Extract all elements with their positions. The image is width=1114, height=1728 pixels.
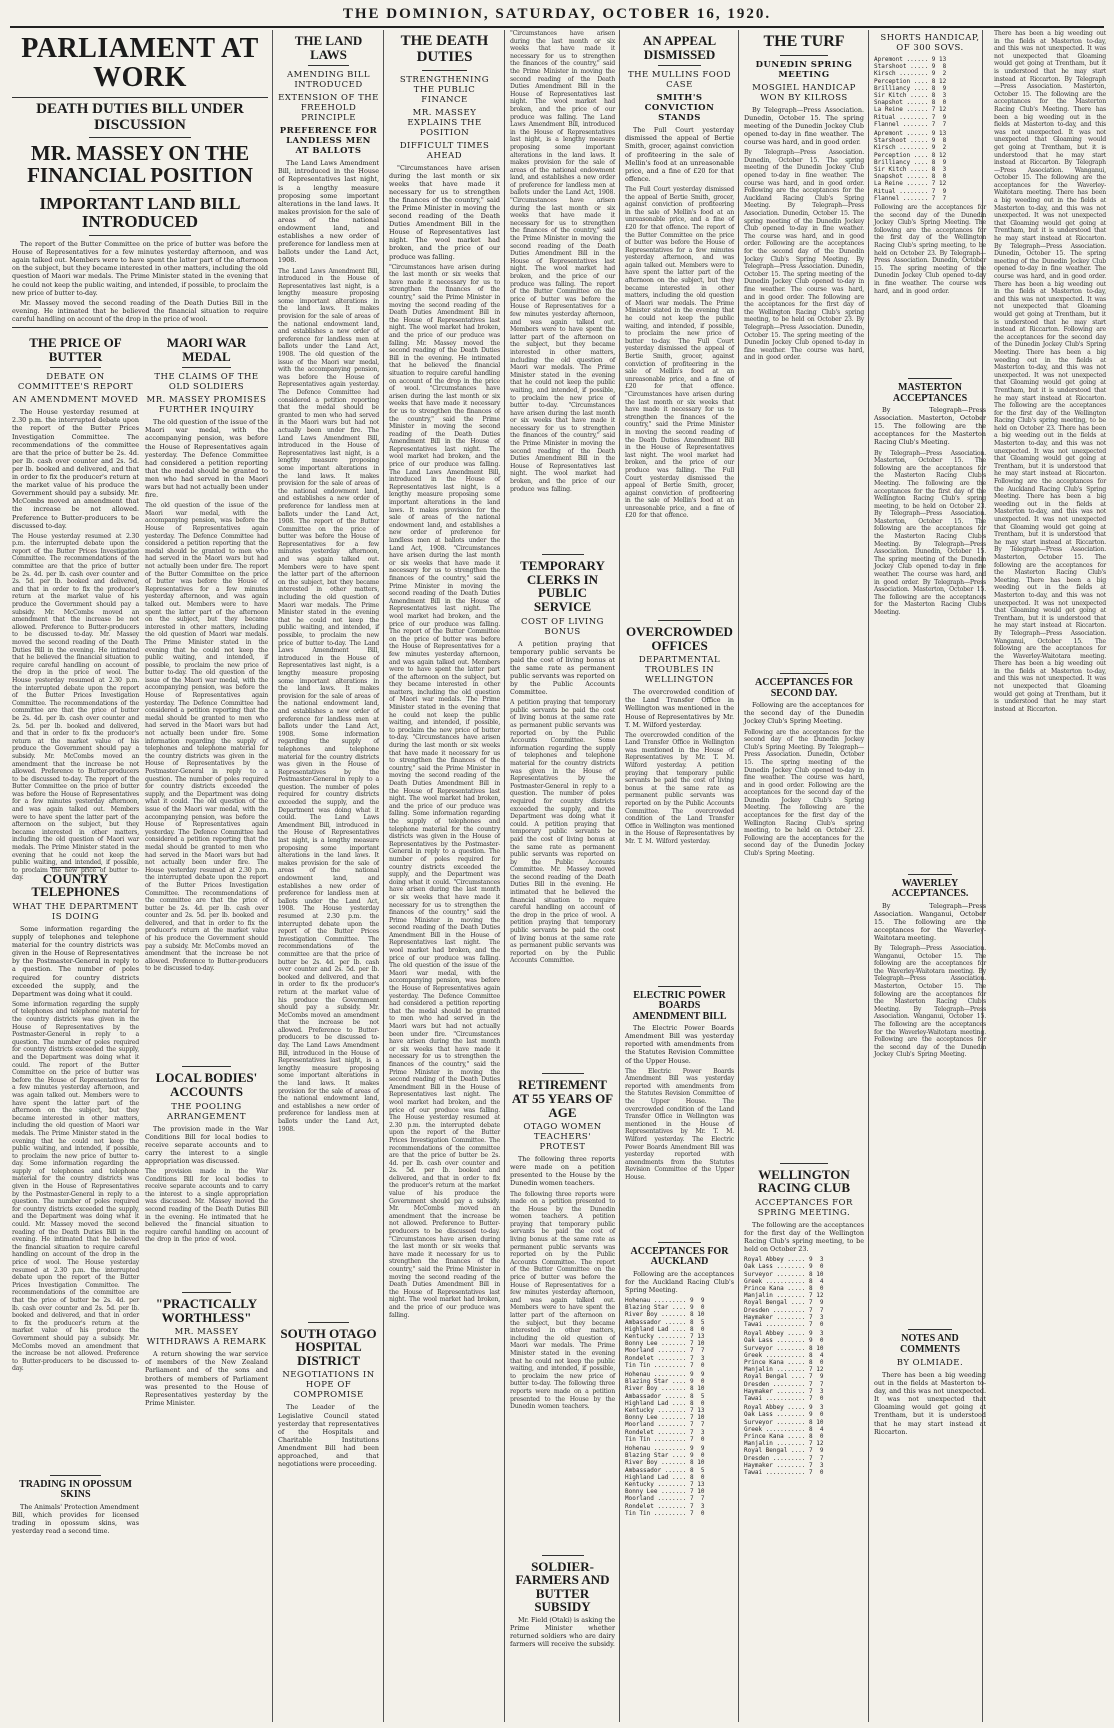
rule	[780, 673, 828, 674]
telephones-body-continued: Some information regarding the supply of telephones and telephone material for the country districts was given in the House of Representatives by the Postmaster-General in reply to a question. The number of poles required for country districts exceeded the supply, and the Department was doing what it could. The report of the Butter Committee on the price of butter was before the House of Representatives for a few minutes yesterday afternoon, and was again talked out. Members were to have spent the latter part of the afternoon on the subject, but they became interested in other matters, including the old question of Maori war medals. The Prime Minister stated in the evening that he could not keep the public waiting, and intended, if possible, to proclaim the new price of butter to-day. Some information regarding the supply of telephones and telephone material for the country districts was given in the House of Representatives by the Postmaster-General in reply to a question. The number of poles required for country districts exceeded the supply, and the Department was doing what it could. Mr. Massey moved the second reading of the Death Duties Bill in the evening. He intimated that he believed the financial situation to require careful handling on account of the drop in the price of wool. The House yesterday resumed at 2.30 p.m. the interrupted debate upon the report of the Butter Prices Investigation Committee. The recommendations of the committee are that the price of butter be 2s. 4d. per lb. cash over counter and 2s. 5d. per lb. booked and delivered, and that in order to fix the producer's return at the market value of his produce the Government should pay a subsidy. Mr. McCombs moved an amendment that the increase be not allowed. Preference to Butter-producers to be discussed to-day.	[12, 1000, 139, 1373]
rule	[908, 874, 953, 875]
masthead: THE DOMINION, SATURDAY, OCTOBER 16, 1920.	[342, 6, 772, 22]
racing-right-column: There has been a big weeding out in the fields at Masterton to-day, and this was not unexpected. It was not unexpected that Gloaming would get going at Trentham, but it is understood that he may start instead at Riccarton. By Telegraph—Press Association. Masterton, October 15. The following are the acceptances for the Masterton Racing Club's Meeting. There has been a big weeding out in the fields at Masterton to-day, and this was not unexpected. It was not unexpected that Gloaming would get going at Trentham, but it is understood that he may start instead at Riccarton. By Telegraph—Press Association. Wanganui, October 15. The following are the acceptances for the Waverley-Waitotara meeting. There has been a big weeding out in the fields at Masterton to-day, and this was not unexpected. It was not unexpected that Gloaming would get going at Trentham, but it is understood that he may start instead at Riccarton. By Telegraph—Press Association. Dunedin, October 15. The spring meeting of the Dunedin Jockey Club opened to-day in fine weather. The course was hard, and in good order. There has been a big weeding out in the fields at Masterton to-day, and this was not unexpected. It was not unexpected that Gloaming would get going at Trentham, but it is understood that he may start instead at Riccarton. Following are the acceptances for the second day of the Dunedin Jockey Club's Spring Meeting. There has been a big weeding out in the fields at Masterton to-day, and this was not unexpected. It was not unexpected that Gloaming would get going at Trentham, but it is understood that he may start instead at Riccarton. The following are the acceptances for the first day of the Wellington Racing Club's spring meeting, to be held on October 23. There has been a big weeding out in the fields at Masterton to-day, and this was not unexpected. It was not unexpected that Gloaming would get going at Trentham, but it is understood that he may start instead at Riccarton. Following are the acceptances for the Auckland Racing Club's Spring Meeting. There has been a big weeding out in the fields at Masterton to-day, and this was not unexpected. It was not unexpected that Gloaming would get going at Trentham, but it is understood that he may start instead at Riccarton. By Telegraph—Press Association. Masterton, October 15. The following are the acceptances for the Masterton Racing Club's Meeting. There has been a big weeding out in the fields at Masterton to-day, and this was not unexpected. It was not unexpected that Gloaming would get going at Trentham, but it is understood that he may start instead at Riccarton. By Telegraph—Press Association. Wanganui, October 15. The following are the acceptances for the Waverley-Waitotara meeting. There has been a big weeding out in the fields at Masterton to-day, and this was not unexpected. It was not unexpected that Gloaming would get going at Trentham, but it is understood that he may start instead at Riccarton.	[994, 30, 1107, 713]
column-parliament	[8, 30, 272, 1722]
butter-article	[12, 332, 139, 1538]
land-subhead: AMENDING BILL INTRODUCED	[287, 70, 370, 91]
land-headline: THE LAND LAWS	[294, 33, 363, 62]
land-body: The Land Laws Amendment Bill, introduced in the House of Representatives last night, is a lengthy measure proposing some important alterations in the land laws. It makes provision for the sale of areas of the national endowment land, and establishes a new order of preference for landless men at ballots under the Land Act, 1908.	[278, 159, 379, 265]
offices-subhead: DEPARTMENTAL TROUBLES IN WELLINGTON	[638, 655, 721, 686]
appeal-body: The Full Court yesterday dismissed the appeal of Bertie Smith, grocer, against conviction of profiteering in the sale of Mellin's food at an unreasonable price, and a fine of £20 for that offence.	[625, 126, 734, 183]
offices-body: The overcrowded condition of the Land Transfer Office in Wellington was mentioned in the House of Representatives by Mr. T. M. Wilford yesterday.	[625, 688, 734, 729]
column-divider	[868, 30, 869, 1722]
death-body: "Circumstances have arisen during the last month or six weeks that have made it necessary for us to strengthen the finances of the country," said the Prime Minister in moving the second reading of the Death Duties Amendment Bill in the House of Representatives last night. The wool market had broken, and the price of our produce was falling.	[389, 163, 500, 261]
main-headline: PARLIAMENT AT WORK	[21, 33, 259, 94]
column-public-service	[506, 30, 619, 1722]
shorts-list: Apremont ...... 9 13 Starshoot ..... 9 8 Kirsch ........ 9 2 Perception .... 8 12 Brilliancy .... 8 9 Sir Kitch ..... 8 3 Snapshot ...... 8 0 La Reine ...... 7 12 Ritual ........ 7 9 Flannel ....... 7 7	[874, 56, 947, 128]
retirement-subhead: OTAGO WOMEN TEACHERS' PROTEST	[523, 1122, 602, 1153]
rule	[12, 327, 268, 328]
butter-headline: THE PRICE OF BUTTER	[29, 335, 122, 364]
auckland-body: Following are the acceptances for the Auckland Racing Club's Spring Meeting.	[625, 1269, 734, 1294]
rule	[422, 70, 466, 71]
wrc-list-2: Royal Abbey ..... 9 3 Oak Lass ........ 9 0 Surveyor ........ 8 10 Greek ........... 8 4 Prince Kana ..... 8 0 Manjalin ........ 7 12 Royal Bengal .... 7 9 Dresden ......... 7 7 Haymaker ........ 7 3 Tawai ........... 7 0	[744, 1330, 824, 1403]
rule	[89, 137, 191, 138]
rule	[658, 620, 702, 621]
worthless-subhead: MR. MASSEY WITHDRAWS A REMARK	[146, 1327, 267, 1348]
turf-subhead-2: MOSGIEL HANDICAP WON BY KILROSS	[752, 82, 856, 103]
auckland-list-2: Hohenau ......... 9 9 Blazing Star .... 9 0 River Boy ....... 8 10 Ambassador ...... 8 5 Highland Lad .... 8 0 Kentucky ........ 7 13 Bonny Lee ....... 7 10 Moorland ........ 7 7 Rondelet ........ 7 3 Tin Tin ......... 7 0	[625, 1370, 705, 1443]
turf-body: By Telegraph—Press Association. Dunedin, October 15. The spring meeting of the Dunedin Jockey Club opened to-day in fine weather. The course was hard, and in good order.	[744, 105, 864, 147]
land-body-continued: The Land Laws Amendment Bill, introduced in the House of Representatives last night, is a lengthy measure proposing some important alterations in the land laws. It makes provision for the sale of areas of the national endowment land, and establishes a new order of preference for landless men at ballots under the Land Act, 1908. The old question of the issue of the Maori war medal, with the accompanying pension, was before the House of Representatives again yesterday. The Defence Committee had considered a petition reporting that the medal should be granted to men who had served in the Maori wars but had not actually been under fire. The Land Laws Amendment Bill, introduced in the House of Representatives last night, is a lengthy measure proposing some important alterations in the land laws. It makes provision for the sale of areas of the national endowment land, and establishes a new order of preference for landless men at ballots under the Land Act, 1908. The report of the Butter Committee on the price of butter was before the House of Representatives for a few minutes yesterday afternoon, and was again talked out. Members were to have spent the latter part of the afternoon on the subject, but they became interested in other matters, including the old question of Maori war medals. The Prime Minister stated in the evening that he could not keep the public waiting, and intended, if possible, to proclaim the new price of butter to-day. The Land Laws Amendment Bill, introduced in the House of Representatives last night, is a lengthy measure proposing some important alterations in the land laws. It makes provision for the sale of areas of the national endowment land, and establishes a new order of preference for landless men at ballots under the Land Act, 1908. Some information regarding the supply of telephones and telephone material for the country districts was given in the House of Representatives by the Postmaster-General in reply to a question. The number of poles required for country districts exceeded the supply, and the Department was doing what it could. The Land Laws Amendment Bill, introduced in the House of Representatives last night, is a lengthy measure proposing some important alterations in the land laws. It makes provision for the sale of areas of the national endowment land, and establishes a new order of preference for landless men at ballots under the Land Act, 1908. The House yesterday resumed at 2.30 p.m. the interrupted debate upon the report of the Butter Prices Investigation Committee. The recommendations of the committee are that the price of butter be 2s. 4d. per lb. cash over counter and 2s. 5d. per lb. booked and delivered, and that in order to fix the producer's return at the market value of his produce the Government should pay a subsidy. Mr. McCombs moved an amendment that the increase be not allowed. Preference to Butter-producers to be discussed to-day. The Land Laws Amendment Bill, introduced in the House of Representatives last night, is a lengthy measure proposing some important alterations in the land laws. It makes provision for the sale of areas of the national endowment land, and establishes a new order of preference for landless men at ballots under the Land Act, 1908.	[278, 267, 379, 1133]
opossum-headline: TRADING IN OPOSSUM SKINS	[19, 1478, 132, 1501]
hospital-headline: SOUTH OTAGO HOSPITAL DISTRICT	[280, 1325, 377, 1368]
power-boards-body: The Electric Power Boards Amendment Bill was yesterday reported with amendments from the Statutes Revision Committee of the Upper House.	[625, 1024, 734, 1065]
wrc-headline: WELLINGTON RACING CLUB	[757, 1166, 851, 1196]
rule	[658, 1242, 702, 1243]
shorts-subhead: SHORTS HANDICAP, OF 300 SOVS.	[880, 33, 980, 53]
turf-subhead: DUNEDIN SPRING MEETING	[755, 59, 853, 80]
masterton-headline: MASTERTON ACCEPTANCES	[892, 382, 968, 404]
butter-subhead: DEBATE ON COMMITTEE'S REPORT	[17, 372, 134, 393]
death-subhead-3: DIFFICULT TIMES AHEAD	[399, 140, 490, 161]
telephones-body: Some information regarding the supply of telephones and telephone material for the country districts was given in the House of Representatives by the Postmaster-General in reply to a question. The number of poles required for country districts exceeded the supply, and the Department was doing what it could.	[12, 924, 139, 998]
auckland-headline: ACCEPTANCES FOR AUCKLAND	[630, 1245, 729, 1268]
retirement-continued: The following three reports were made on a petition presented to the House by the Dunedin women teachers. A petition praying that temporary public servants be paid the cost of living bonus at the same rate as permanent public servants was reported on by the Public Accounts Committee. The report of the Butter Committee on the price of butter was before the House of Representatives for a few minutes yesterday afternoon, and was again talked out. Members were to have spent the latter part of the afternoon on the subject, but they became interested in other matters, including the old question of Maori war medals. The Prime Minister stated in the evening that he could not keep the public waiting, and intended, if possible, to proclaim the new price of butter to-day. The following three reports were made on a petition presented to the House by the Dunedin women teachers.	[510, 1190, 615, 1411]
rule	[542, 1073, 584, 1074]
local-bodies-headline: LOCAL BODIES' ACCOUNTS	[155, 1070, 258, 1099]
appeal-subhead-2: SMITH'S CONVICTION STANDS	[644, 93, 715, 124]
rule	[50, 1475, 101, 1476]
retirement-body: The following three reports were made on a petition presented to the House by the Dunedin women teachers.	[510, 1155, 615, 1188]
auckland-list: Hohenau ......... 9 9 Blazing Star .... 9 0 River Boy ....... 8 10 Ambassador ...... 8 5 Highland Lad .... 8 0 Kentucky ........ 7 13 Bonny Lee ....... 7 10 Moorland ........ 7 7 Rondelet ........ 7 3 Tin Tin ......... 7 0	[625, 1296, 705, 1369]
second-day-body: Following are the acceptances for the second day of the Dunedin Jockey Club's Spring Meeting.	[744, 701, 864, 726]
offices-headline: OVERCROWDED OFFICES	[626, 623, 733, 653]
power-boards-continued: The Electric Power Boards Amendment Bill was yesterday reported with amendments from the Statutes Revision Committee of the Upper House. The overcrowded condition of the Land Transfer Office in Wellington was mentioned in the House of Representatives by Mr. T. M. Wilford yesterday. The Electric Power Boards Amendment Bill was yesterday reported with amendments from the Statutes Revision Committee of the Upper House.	[625, 1067, 734, 1181]
rule	[89, 190, 191, 191]
land-subhead-3: PREFERENCE FOR LANDLESS MEN AT BALLOTS	[279, 126, 378, 157]
butter-body: The House yesterday resumed at 2.30 p.m. the interrupted debate upon the report of the Butter Prices Investigation Committee. The recommendations of the committee are that the price of butter be 2s. 4d. per lb. cash over counter and 2s. 5d. per lb. booked and delivered, and that in order to fix the producer's return at the market value of his produce the Government should pay a subsidy. Mr. McCombs moved an amendment that the increase be not allowed. Preference to Butter-producers to be discussed to-day.	[12, 408, 139, 530]
maori-headline: MAORI WAR MEDAL	[166, 335, 247, 364]
deck-death-duties: DEATH DUTIES BILL UNDER DISCUSSION	[36, 100, 244, 133]
column-divider	[504, 30, 505, 1722]
maori-medal-article	[145, 332, 268, 1538]
offices-continued: The overcrowded condition of the Land Transfer Office in Wellington was mentioned in the House of Representatives by Mr. T. M. Wilford yesterday. A petition praying that temporary public servants be paid the cost of living bonus at the same rate as permanent public servants was reported on by the Public Accounts Committee. The overcrowded condition of the Land Transfer Office in Wellington was mentioned in the House of Representatives by Mr. T. M. Wilford yesterday.	[625, 731, 734, 845]
maori-subhead: THE CLAIMS OF THE OLD SOLDIERS	[154, 372, 259, 393]
worthless-headline: "PRACTICALLY WORTHLESS"	[155, 1295, 258, 1325]
lead-paragraph: The report of the Butter Committee on the price of butter was before the House of Representatives for a few minutes yesterday afternoon, and was again talked out. Members were to have spent the latter part of the afternoon on the subject, but they became interested in other matters, including the old question of Maori war medals. The Prime Minister stated in the evening that he could not keep the public waiting, and intended, if possible, to proclaim the new price of butter to-day. Mr. Massey moved the second reading of the Death Duties Bill in the evening. He intimated that he believed the financial situation to require careful handling on account of the drop in the price of wool.	[12, 240, 268, 323]
rule	[12, 97, 268, 98]
worthless-body: A return showing the war service of members of the New Zealand Parliament and of the sons and brothers of members of Parliament was presented to the House of Representatives yesterday by the Prime Minister.	[144, 1350, 268, 1407]
local-bodies-continued: The provision made in the War Conditions Bill for local bodies to receive separate accounts and to carry the interest to a single appropriation was discussed. Mr. Massey moved the second reading of the Death Duties Bill in the evening. He intimated that he believed the financial situation to require careful handling on account of the drop in the price of wool.	[144, 1167, 268, 1244]
wrc-subhead: ACCEPTANCES FOR SPRING MEETING.	[755, 1197, 853, 1218]
maori-body: The old question of the issue of the Maori war medal, with the accompanying pension, was before the House of Representatives again yesterday. The Defence Committee had considered a petition reporting that the medal should be granted to men who had served in the Maori wars but had not actually been under fire.	[144, 418, 268, 500]
temp-clerks-continued: A petition praying that temporary public servants be paid the cost of living bonus at the same rate as permanent public servants was reported on by the Public Accounts Committee. Some information regarding the supply of telephones and telephone material for the country districts was given in the House of Representatives by the Postmaster-General in reply to a question. The number of poles required for country districts exceeded the supply, and the Department was doing what it could. A petition praying that temporary public servants be paid the cost of living bonus at the same rate as permanent public servants was reported on by the Public Accounts Committee. Mr. Massey moved the second reading of the Death Duties Bill in the evening. He intimated that he believed the financial situation to require careful handling on account of the drop in the price of wool. A petition praying that temporary public servants be paid the cost of living bonus at the same rate as permanent public servants was reported on by the Public Accounts Committee.	[510, 699, 615, 965]
wrc-list-3: Royal Abbey ..... 9 3 Oak Lass ........ 9 0 Surveyor ........ 8 10 Greek ........... 8 4 Prince Kana ..... 8 0 Manjalin ........ 7 12 Royal Bengal .... 7 9 Dresden ......... 7 7 Haymaker ........ 7 3 Tawai ........... 7 0	[744, 1404, 824, 1477]
rule	[89, 235, 191, 236]
power-boards-headline: ELECTRIC POWER BOARDS AMENDMENT BILL	[632, 989, 727, 1022]
column-land-laws	[274, 30, 383, 1722]
masterton-body: By Telegraph—Press Association. Masterton, October 15. The following are the acceptances for the Masterton Racing Club's Meeting.	[874, 406, 986, 447]
masterton-list: By Telegraph—Press Association. Masterton, October 15. The following are the acceptances for the Masterton Racing Club's Meeting. The following are the acceptances for the first day of the Wellington Racing Club's spring meeting, to be held on October 23. By Telegraph—Press Association. Masterton, October 15. The following are the acceptances for the Masterton Racing Club's Meeting. By Telegraph—Press Association. Dunedin, October 15. The spring meeting of the Dunedin Jockey Club opened to-day in fine weather. The course was hard, and in good order. By Telegraph—Press Association. Masterton, October 15. The following are the acceptances for the Masterton Racing Club's Meeting.	[874, 449, 986, 616]
maori-body-continued: The old question of the issue of the Maori war medal, with the accompanying pension, was before the House of Representatives again yesterday. The Defence Committee had considered a petition reporting that the medal should be granted to men who had served in the Maori wars but had not actually been under fire. The report of the Butter Committee on the price of butter was before the House of Representatives for a few minutes yesterday afternoon, and was again talked out. Members were to have spent the latter part of the afternoon on the subject, but they became interested in other matters, including the old question of Maori war medals. The Prime Minister stated in the evening that he could not keep the public waiting, and intended, if possible, to proclaim the new price of butter to-day. The old question of the issue of the Maori war medal, with the accompanying pension, was before the House of Representatives again yesterday. The Defence Committee had considered a petition reporting that the medal should be granted to men who had served in the Maori wars but had not actually been under fire. Some information regarding the supply of telephones and telephone material for the country districts was given in the House of Representatives by the Postmaster-General in reply to a question. The number of poles required for country districts exceeded the supply, and the Department was doing what it could. The old question of the issue of the Maori war medal, with the accompanying pension, was before the House of Representatives again yesterday. The Defence Committee had considered a petition reporting that the medal should be granted to men who had served in the Maori wars but had not actually been under fire. The House yesterday resumed at 2.30 p.m. the interrupted debate upon the report of the Butter Prices Investigation Committee. The recommendations of the committee are that the price of butter be 2s. 4d. per lb. cash over counter and 2s. 5d. per lb. booked and delivered, and that in order to fix the producer's return at the market value of his produce the Government should pay a subsidy. Mr. McCombs moved an amendment that the increase be not allowed. Preference to Butter-producers to be discussed to-day.	[144, 502, 268, 973]
rule	[658, 65, 702, 66]
soldier-farmers-body: Mr. Field (Otaki) is asking the Prime Minister whether returned soldiers who are dairy farmers will receive the subsidy.	[510, 1616, 616, 1649]
hospital-subhead: NEGOTIATIONS IN HOPE OF COMPROMISE	[282, 1370, 375, 1401]
retirement-headline: RETIREMENT AT 55 YEARS OF AGE	[511, 1077, 614, 1120]
waverley-list: By Telegraph—Press Association. Wanganui, October 15. The following are the acceptances for the Waverley-Waitotara meeting. By Telegraph—Press Association. Masterton, October 15. The following are the acceptances for the Masterton Racing Club's Meeting. By Telegraph—Press Association. Wanganui, October 15. The following are the acceptances for the Waverley-Waitotara meeting. Following are the acceptances for the second day of the Dunedin Jockey Club's Spring Meeting.	[874, 945, 986, 1059]
column-appeal	[621, 30, 738, 1722]
death-subhead: STRENGTHENING THE PUBLIC FINANCE	[399, 74, 490, 105]
turf-headline: THE TURF	[763, 33, 845, 50]
wrc-body: The following are the acceptances for the first day of the Wellington Racing Club's spring meeting, to be held on October 23.	[744, 1220, 864, 1254]
waverley-headline: WAVERLEY ACCEPTANCES.	[891, 877, 969, 900]
temp-clerks-subhead: COST OF LIVING BONUS	[521, 616, 604, 637]
rule	[780, 1163, 828, 1164]
butter-subhead-2: AN AMENDMENT MOVED	[12, 395, 139, 406]
column-divider	[738, 30, 739, 1722]
appeal-subhead: THE MULLINS FOOD CASE	[627, 70, 732, 91]
masthead-rule	[10, 26, 1104, 28]
second-day-list: Following are the acceptances for the second day of the Dunedin Jockey Club's Spring Meeting. By Telegraph—Press Association. Dunedin, October 15. The spring meeting of the Dunedin Jockey Club opened to-day in fine weather. The course was hard, and in good order. Following are the acceptances for the second day of the Dunedin Jockey Club's Spring Meeting. The following are the acceptances for the first day of the Wellington Racing Club's spring meeting, to be held on October 23. Following are the acceptances for the second day of the Dunedin Jockey Club's Spring Meeting.	[744, 728, 864, 858]
death-body-continued: "Circumstances have arisen during the last month or six weeks that have made it necessary for us to strengthen the finances of the country," said the Prime Minister in moving the second reading of the Death Duties Amendment Bill in the House of Representatives last night. The wool market had broken, and the price of our produce was falling. Mr. Massey moved the second reading of the Death Duties Bill in the evening. He intimated that he believed the financial situation to require careful handling on account of the drop in the price of wool. "Circumstances have arisen during the last month or six weeks that have made it necessary for us to strengthen the finances of the country," said the Prime Minister in moving the second reading of the Death Duties Amendment Bill in the House of Representatives last night. The wool market had broken, and the price of our produce was falling. The Land Laws Amendment Bill, introduced in the House of Representatives last night, is a lengthy measure proposing some important alterations in the land laws. It makes provision for the sale of areas of the national endowment land, and establishes a new order of preference for landless men at ballots under the Land Act, 1908. "Circumstances have arisen during the last month or six weeks that have made it necessary for us to strengthen the finances of the country," said the Prime Minister in moving the second reading of the Death Duties Amendment Bill in the House of Representatives last night. The wool market had broken, and the price of our produce was falling. The report of the Butter Committee on the price of butter was before the House of Representatives for a few minutes yesterday afternoon, and was again talked out. Members were to have spent the latter part of the afternoon on the subject, but they became interested in other matters, including the old question of Maori war medals. The Prime Minister stated in the evening that he could not keep the public waiting, and intended, if possible, to proclaim the new price of butter to-day. "Circumstances have arisen during the last month or six weeks that have made it necessary for us to strengthen the finances of the country," said the Prime Minister in moving the second reading of the Death Duties Amendment Bill in the House of Representatives last night. The wool market had broken, and the price of our produce was falling. Some information regarding the supply of telephones and telephone material for the country districts was given in the House of Representatives by the Postmaster-General in reply to a question. The number of poles required for country districts exceeded the supply, and the Department was doing what it could. "Circumstances have arisen during the last month or six weeks that have made it necessary for us to strengthen the finances of the country," said the Prime Minister in moving the second reading of the Death Duties Amendment Bill in the House of Representatives last night. The wool market had broken, and the price of our produce was falling. The old question of the issue of the Maori war medal, with the accompanying pension, was before the House of Representatives again yesterday. The Defence Committee had considered a petition reporting that the medal should be granted to men who had served in the Maori wars but had not actually been under fire. "Circumstances have arisen during the last month or six weeks that have made it necessary for us to strengthen the finances of the country," said the Prime Minister in moving the second reading of the Death Duties Amendment Bill in the House of Representatives last night. The wool market had broken, and the price of our produce was falling. The House yesterday resumed at 2.30 p.m. the interrupted debate upon the report of the Butter Prices Investigation Committee. The recommendations of the committee are that the price of butter be 2s. 4d. per lb. cash over counter and 2s. 5d. per lb. booked and delivered, and that in order to fix the producer's return at the market value of his produce the Government should pay a subsidy. Mr. McCombs moved an amendment that the increase be not allowed. Preference to Butter-producers to be discussed to-day. "Circumstances have arisen during the last month or six weeks that have made it necessary for us to strengthen the finances of the country," said the Prime Minister in moving the second reading of the Death Duties Amendment Bill in the House of Representatives last night. The wool market had broken, and the price of our produce was falling.	[389, 263, 500, 1319]
rule	[542, 554, 584, 555]
opossum-body: The Animals' Protection Amendment Bill, which provides for licensed trading in opossum skins, was yesterday read a second time.	[12, 1502, 139, 1536]
column-divider	[619, 30, 620, 1722]
local-bodies-subhead: THE POOLING ARRANGEMENT	[166, 1101, 246, 1122]
telephones-headline: COUNTRY TELEPHONES	[31, 870, 120, 900]
temp-clerks-headline: TEMPORARY CLERKS IN PUBLIC SERVICE	[520, 558, 605, 614]
rule	[308, 65, 348, 66]
local-bodies-body: The provision made in the War Conditions Bill for local bodies to receive separate accounts and to carry the interest to a single appropriation was discussed.	[144, 1124, 268, 1165]
rule	[182, 1066, 231, 1067]
rule	[780, 55, 828, 56]
notes-byline: BY OLMIADE.	[896, 1358, 964, 1368]
rule	[908, 378, 953, 379]
column-death-duties	[385, 30, 504, 1722]
rule	[658, 986, 702, 987]
second-day-headline: ACCEPTANCES FOR SECOND DAY.	[755, 677, 853, 699]
appeal-headline: AN APPEAL DISMISSED	[642, 33, 717, 62]
auckland-list-3: Hohenau ......... 9 9 Blazing Star .... 9 0 River Boy ....... 8 10 Ambassador ...... 8 5 Highland Lad .... 8 0 Kentucky ........ 7 13 Bonny Lee ....... 7 10 Moorland ........ 7 7 Rondelet ........ 7 3 Tin Tin ......... 7 0	[625, 1445, 705, 1517]
deck-land-bill: IMPORTANT LAND BILL INTRODUCED	[39, 194, 241, 232]
maori-subhead-2: MR. MASSEY PROMISES FURTHER INQUIRY	[146, 395, 267, 416]
soldier-farmers-headline: SOLDIER-FARMERS AND BUTTER SUBSIDY	[515, 1558, 610, 1615]
notes-body: There has been a big weeding out in the fields at Masterton to-day, and this was not unexpected. It was not unexpected that Gloaming would get going at Trentham, but it is understood that he may start instead at Riccarton.	[874, 1371, 986, 1436]
rule	[542, 1555, 584, 1556]
land-subhead-2: EXTENSION OF THE FREEHOLD PRINCIPLE	[278, 93, 379, 124]
turf-results: By Telegraph—Press Association. Dunedin, October 15. The spring meeting of the Dunedin Jockey Club opened to-day in fine weather. The course was hard, and in good order. Following are the acceptances for the Auckland Racing Club's Spring Meeting. By Telegraph—Press Association. Dunedin, October 15. The spring meeting of the Dunedin Jockey Club opened to-day in fine weather. The course was hard, and in good order. Following are the acceptances for the second day of the Dunedin Jockey Club's Spring Meeting. By Telegraph—Press Association. Dunedin, October 15. The spring meeting of the Dunedin Jockey Club opened to-day in fine weather. The course was hard, and in good order. The following are the acceptances for the first day of the Wellington Racing Club's spring meeting, to be held on October 23. By Telegraph—Press Association. Dunedin, October 15. The spring meeting of the Dunedin Jockey Club opened to-day in fine weather. The course was hard, and in good order.	[744, 149, 864, 362]
telephones-subhead: WHAT THE DEPARTMENT IS DOING	[12, 901, 139, 922]
wrc-list: Royal Abbey ..... 9 3 Oak Lass ........ 9 0 Surveyor ........ 8 10 Greek ........... 8 4 Prince Kana ..... 8 0 Manjalin ........ 7 12 Royal Bengal .... 7 9 Dresden ......... 7 7 Haymaker ........ 7 3 Tawai ........... 7 0	[744, 1256, 824, 1329]
death-subhead-2: MR. MASSEY EXPLAINS THE POSITION	[407, 107, 482, 138]
waverley-body: By Telegraph—Press Association. Wanganui, October 15. The following are the acceptances for the Waverley-Waitotara meeting.	[874, 901, 986, 942]
notes-headline: NOTES AND COMMENTS	[900, 1333, 960, 1355]
rule	[308, 1322, 348, 1323]
deck-massey: MR. MASSEY ON THE FINANCIAL POSITION	[27, 141, 253, 188]
column-turf	[740, 30, 868, 1722]
column-divider	[272, 30, 273, 1722]
racing-right	[994, 30, 1106, 1720]
rule	[182, 367, 231, 368]
shorts-continued: Following are the acceptances for the second day of the Dunedin Jockey Club's Spring Meeting. The following are the acceptances for the first day of the Wellington Racing Club's spring meeting, to be held on October 23. By Telegraph—Press Association. Dunedin, October 15. The spring meeting of the Dunedin Jockey Club opened to-day in fine weather. The course was hard, and in good order.	[874, 204, 986, 295]
racing-left	[874, 30, 986, 1439]
temp-clerks-body: A petition praying that temporary public servants be paid the cost of living bonus at the same rate as permanent public servants was reported on by the Public Accounts Committee.	[510, 639, 615, 697]
column-racing	[870, 30, 1110, 1722]
rule	[908, 1329, 953, 1330]
hospital-body: The Leader of the Legislative Council stated yesterday that representatives of the Hospitals and Charitable Institutions Amendment Bill had been approached, and that negotiations were proceeding.	[278, 1403, 379, 1469]
death-duties-continued: "Circumstances have arisen during the last month or six weeks that have made it necessary for us to strengthen the finances of the country," said the Prime Minister in moving the second reading of the Death Duties Amendment Bill in the House of Representatives last night. The wool market had broken, and the price of our produce was falling. The Land Laws Amendment Bill, introduced in the House of Representatives last night, is a lengthy measure proposing some important alterations in the land laws. It makes provision for the sale of areas of the national endowment land, and establishes a new order of preference for landless men at ballots under the Land Act, 1908. "Circumstances have arisen during the last month or six weeks that have made it necessary for us to strengthen the finances of the country," said the Prime Minister in moving the second reading of the Death Duties Amendment Bill in the House of Representatives last night. The wool market had broken, and the price of our produce was falling. The report of the Butter Committee on the price of butter was before the House of Representatives for a few minutes yesterday afternoon, and was again talked out. Members were to have spent the latter part of the afternoon on the subject, but they became interested in other matters, including the old question of Maori war medals. The Prime Minister stated in the evening that he could not keep the public waiting, and intended, if possible, to proclaim the new price of butter to-day. "Circumstances have arisen during the last month or six weeks that have made it necessary for us to strengthen the finances of the country," said the Prime Minister in moving the second reading of the Death Duties Amendment Bill in the House of Representatives last night. The wool market had broken, and the price of our produce was falling.	[510, 30, 615, 493]
column-divider	[383, 30, 384, 1722]
rule	[50, 367, 101, 368]
appeal-body-continued: The Full Court yesterday dismissed the appeal of Bertie Smith, grocer, against conviction of profiteering in the sale of Mellin's food at an unreasonable price, and a fine of £20 for that offence. The report of the Butter Committee on the price of butter was before the House of Representatives for a few minutes yesterday afternoon, and was again talked out. Members were to have spent the latter part of the afternoon on the subject, but they became interested in other matters, including the old question of Maori war medals. The Prime Minister stated in the evening that he could not keep the public waiting, and intended, if possible, to proclaim the new price of butter to-day. The Full Court yesterday dismissed the appeal of Bertie Smith, grocer, against conviction of profiteering in the sale of Mellin's food at an unreasonable price, and a fine of £20 for that offence. "Circumstances have arisen during the last month or six weeks that have made it necessary for us to strengthen the finances of the country," said the Prime Minister in moving the second reading of the Death Duties Amendment Bill in the House of Representatives last night. The wool market had broken, and the price of our produce was falling. The Full Court yesterday dismissed the appeal of Bertie Smith, grocer, against conviction of profiteering in the sale of Mellin's food at an unreasonable price, and a fine of £20 for that offence.	[625, 185, 734, 520]
death-headline: THE DEATH DUTIES	[400, 33, 489, 65]
shorts-list-2: Apremont ...... 9 13 Starshoot ..... 9 8 Kirsch ........ 9 2 Perception .... 8 12 Brilliancy .... 8 9 Sir Kitch ..... 8 3 Snapshot ...... 8 0 La Reine ...... 7 12 Ritual ........ 7 9 Flannel ....... 7 7	[874, 130, 947, 202]
butter-body-continued: The House yesterday resumed at 2.30 p.m. the interrupted debate upon the report of the Butter Prices Investigation Committee. The recommendations of the committee are that the price of butter be 2s. 4d. per lb. cash over counter and 2s. 5d. per lb. booked and delivered, and that in order to fix the producer's return at the market value of his produce the Government should pay a subsidy. Mr. McCombs moved an amendment that the increase be not allowed. Preference to Butter-producers to be discussed to-day. Mr. Massey moved the second reading of the Death Duties Bill in the evening. He intimated that he believed the financial situation to require careful handling on account of the drop in the price of wool. The House yesterday resumed at 2.30 p.m. the interrupted debate upon the report of the Butter Prices Investigation Committee. The recommendations of the committee are that the price of butter be 2s. 4d. per lb. cash over counter and 2s. 5d. per lb. booked and delivered, and that in order to fix the producer's return at the market value of his produce the Government should pay a subsidy. Mr. McCombs moved an amendment that the increase be not allowed. Preference to Butter-producers to be discussed to-day. The report of the Butter Committee on the price of butter was before the House of Representatives for a few minutes yesterday afternoon, and was again talked out. Members were to have spent the latter part of the afternoon on the subject, but they became interested in other matters, including the old question of Maori war medals. The Prime Minister stated in the evening that he could not keep the public waiting, and intended, if possible, to proclaim the new price of butter to-day.	[12, 532, 139, 882]
rule	[182, 1292, 231, 1293]
